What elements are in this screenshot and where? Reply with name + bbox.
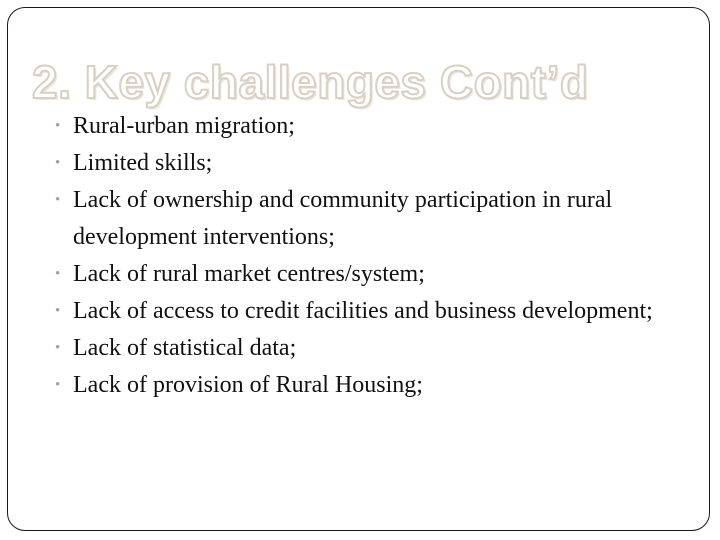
bullet-text: Lack of statistical data; <box>73 335 297 361</box>
bullet-text: Rural-urban migration; <box>73 113 295 139</box>
bullet-text: Lack of rural market centres/system; <box>73 261 425 287</box>
bullet-icon: • <box>55 192 61 208</box>
bullet-item-rural-housing <box>55 367 685 404</box>
bullet-item-credit-access <box>55 293 685 330</box>
bullet-icon: • <box>55 303 61 319</box>
bullet-item-statistical-data <box>55 330 685 367</box>
bullet-icon: • <box>55 118 61 134</box>
bullet-item-limited-skills <box>55 145 685 182</box>
bullet-list <box>55 108 685 404</box>
bullet-icon: • <box>55 340 61 356</box>
bullet-icon: • <box>55 266 61 282</box>
bullet-text: Lack of provision of Rural Housing; <box>73 372 423 398</box>
slide-frame <box>7 7 710 531</box>
bullet-item-market-centres <box>55 256 685 293</box>
bullet-icon: • <box>55 155 61 171</box>
bullet-text: Lack of access to credit facilities and business development; <box>73 298 653 324</box>
bullet-text: Lack of ownership and community participation in rural development interventions; <box>73 187 613 250</box>
bullet-item-rural-urban-migration <box>55 108 685 145</box>
bullet-text: Limited skills; <box>73 150 213 176</box>
slide-title: 2. Key challenges Cont’d <box>32 56 589 108</box>
bullet-icon: • <box>55 377 61 393</box>
bullet-item-ownership-participation <box>55 182 685 256</box>
